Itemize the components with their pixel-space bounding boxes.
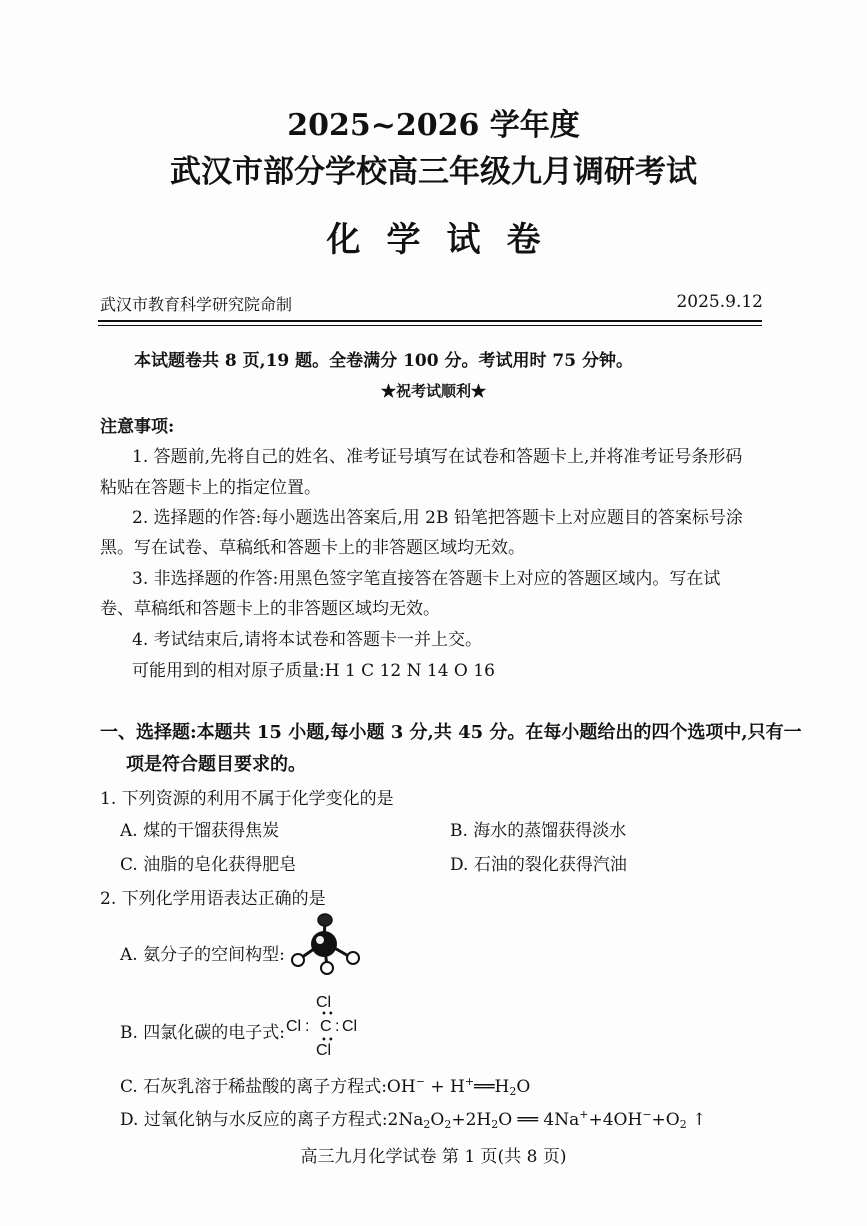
notice-item-3-line1: 3. 非选择题的作答:用黑色签字笔直接答在答题卡上对应的答题区域内。写在试 bbox=[132, 569, 721, 589]
header-rule-thin bbox=[98, 325, 762, 326]
q2-d-plus-h: +2H bbox=[451, 1110, 492, 1130]
q2-d-o: O bbox=[430, 1110, 445, 1130]
q2-option-d bbox=[120, 1105, 706, 1131]
q2-c-minus: − bbox=[415, 1075, 425, 1088]
section1-heading-line2: 项是符合题目要求的。 bbox=[126, 754, 306, 775]
ccl4-carbon: C bbox=[320, 1018, 332, 1035]
ccl4-right-dots: : bbox=[335, 1018, 340, 1035]
issuer: 武汉市教育科学研究院命制 bbox=[100, 295, 293, 314]
q1-stem: 1. 下列资源的利用不属于化学变化的是 bbox=[100, 789, 394, 809]
notice-item-2-line1: 2. 选择题的作答:每小题选出答案后,用 2B 铅笔把答题卡上对应题目的答案标号涂 bbox=[132, 508, 743, 528]
q1-option-b: B. 海水的蒸馏获得淡水 bbox=[450, 821, 627, 841]
q2-c-plus: + bbox=[464, 1075, 475, 1088]
notice-item-3-line2: 卷、草稿纸和答题卡上的非答题区域均无效。 bbox=[100, 599, 440, 619]
ccl4-left-cl: Cl bbox=[286, 1018, 302, 1035]
notice-item-1-line2: 粘贴在答题卡上的指定位置。 bbox=[100, 478, 321, 498]
q2-d-sub2: 2 bbox=[444, 1118, 452, 1131]
year-title: 2025~2026 学年度 bbox=[287, 108, 580, 143]
q2-option-c bbox=[120, 1072, 530, 1098]
q2-d-arrow: ↑ bbox=[686, 1110, 707, 1130]
ccl4-bottom-cl: Cl bbox=[316, 1042, 332, 1059]
q2-c-o: O bbox=[516, 1077, 531, 1097]
ccl4-top-cl: Cl bbox=[316, 994, 332, 1011]
good-luck-banner: ★祝考试顺利★ bbox=[380, 382, 486, 400]
notice-item-1-line1: 1. 答题前,先将自己的姓名、准考证号填写在试卷和答题卡上,并将准考证号条形码 bbox=[132, 447, 743, 467]
q2-d-sup-minus: − bbox=[642, 1108, 652, 1121]
q2-option-a: A. 氨分子的空间构型: bbox=[120, 945, 285, 965]
q1-option-a: A. 煤的干馏获得焦炭 bbox=[120, 821, 280, 841]
q2-c-equals: ══ bbox=[474, 1077, 495, 1097]
q2-stem: 2. 下列化学用语表达正确的是 bbox=[100, 889, 326, 909]
ccl4-right-cl: Cl bbox=[342, 1018, 358, 1035]
q2-d-sub1: 2 bbox=[423, 1118, 431, 1131]
header-rule-thick bbox=[98, 320, 762, 322]
q2-option-b: B. 四氯化碳的电子式: bbox=[120, 1023, 286, 1043]
ammonia-molecule-model bbox=[284, 912, 366, 978]
q2-c-mid: + H bbox=[424, 1077, 465, 1097]
section1-heading-line1: 一、选择题:本题共 15 小题,每小题 3 分,共 45 分。在每小题给出的四个选项中,只有一 bbox=[100, 722, 802, 743]
exam-date: 2025.9.12 bbox=[676, 292, 763, 312]
q2-d-sub3: 2 bbox=[491, 1118, 499, 1131]
q2-d-plus-oh: +4OH bbox=[588, 1110, 643, 1130]
exam-summary: 本试题卷共 8 页,19 题。全卷满分 100 分。考试用时 75 分钟。 bbox=[134, 351, 633, 371]
q2-d-o-eq: O ══ 4Na bbox=[498, 1110, 580, 1130]
subject-title: 化学试卷 bbox=[326, 220, 567, 260]
q2-d-text: D. 过氧化钠与水反应的离子方程式:2Na bbox=[120, 1110, 424, 1130]
notice-item-4: 4. 考试结束后,请将本试卷和答题卡一并上交。 bbox=[132, 630, 483, 650]
q2-d-sup-plus: + bbox=[579, 1108, 589, 1121]
q2-d-sub4: 2 bbox=[679, 1118, 687, 1131]
q2-d-plus-o: +O bbox=[651, 1110, 680, 1130]
q1-option-c: C. 油脂的皂化获得肥皂 bbox=[120, 855, 297, 875]
ccl4-lower-dots: •• bbox=[321, 1035, 335, 1046]
notice-item-2-line2: 黑。写在试卷、草稿纸和答题卡上的非答题区域均无效。 bbox=[100, 538, 525, 558]
notice-heading: 注意事项: bbox=[100, 417, 175, 437]
q2-c-text: C. 石灰乳溶于稀盐酸的离子方程式:OH bbox=[120, 1077, 416, 1097]
ccl4-upper-dots: •• bbox=[321, 1009, 335, 1020]
q1-option-d: D. 石油的裂化获得汽油 bbox=[450, 855, 627, 875]
exam-title: 武汉市部分学校高三年级九月调研考试 bbox=[170, 154, 697, 190]
atomic-mass-list: 可能用到的相对原子质量:H 1 C 12 N 14 O 16 bbox=[132, 661, 495, 681]
page-footer: 高三九月化学试卷 第 1 页(共 8 页) bbox=[300, 1147, 567, 1167]
ccl4-left-dots: : bbox=[305, 1018, 310, 1035]
q2-c-sub2: 2 bbox=[509, 1085, 517, 1098]
q2-c-h: H bbox=[494, 1077, 510, 1097]
